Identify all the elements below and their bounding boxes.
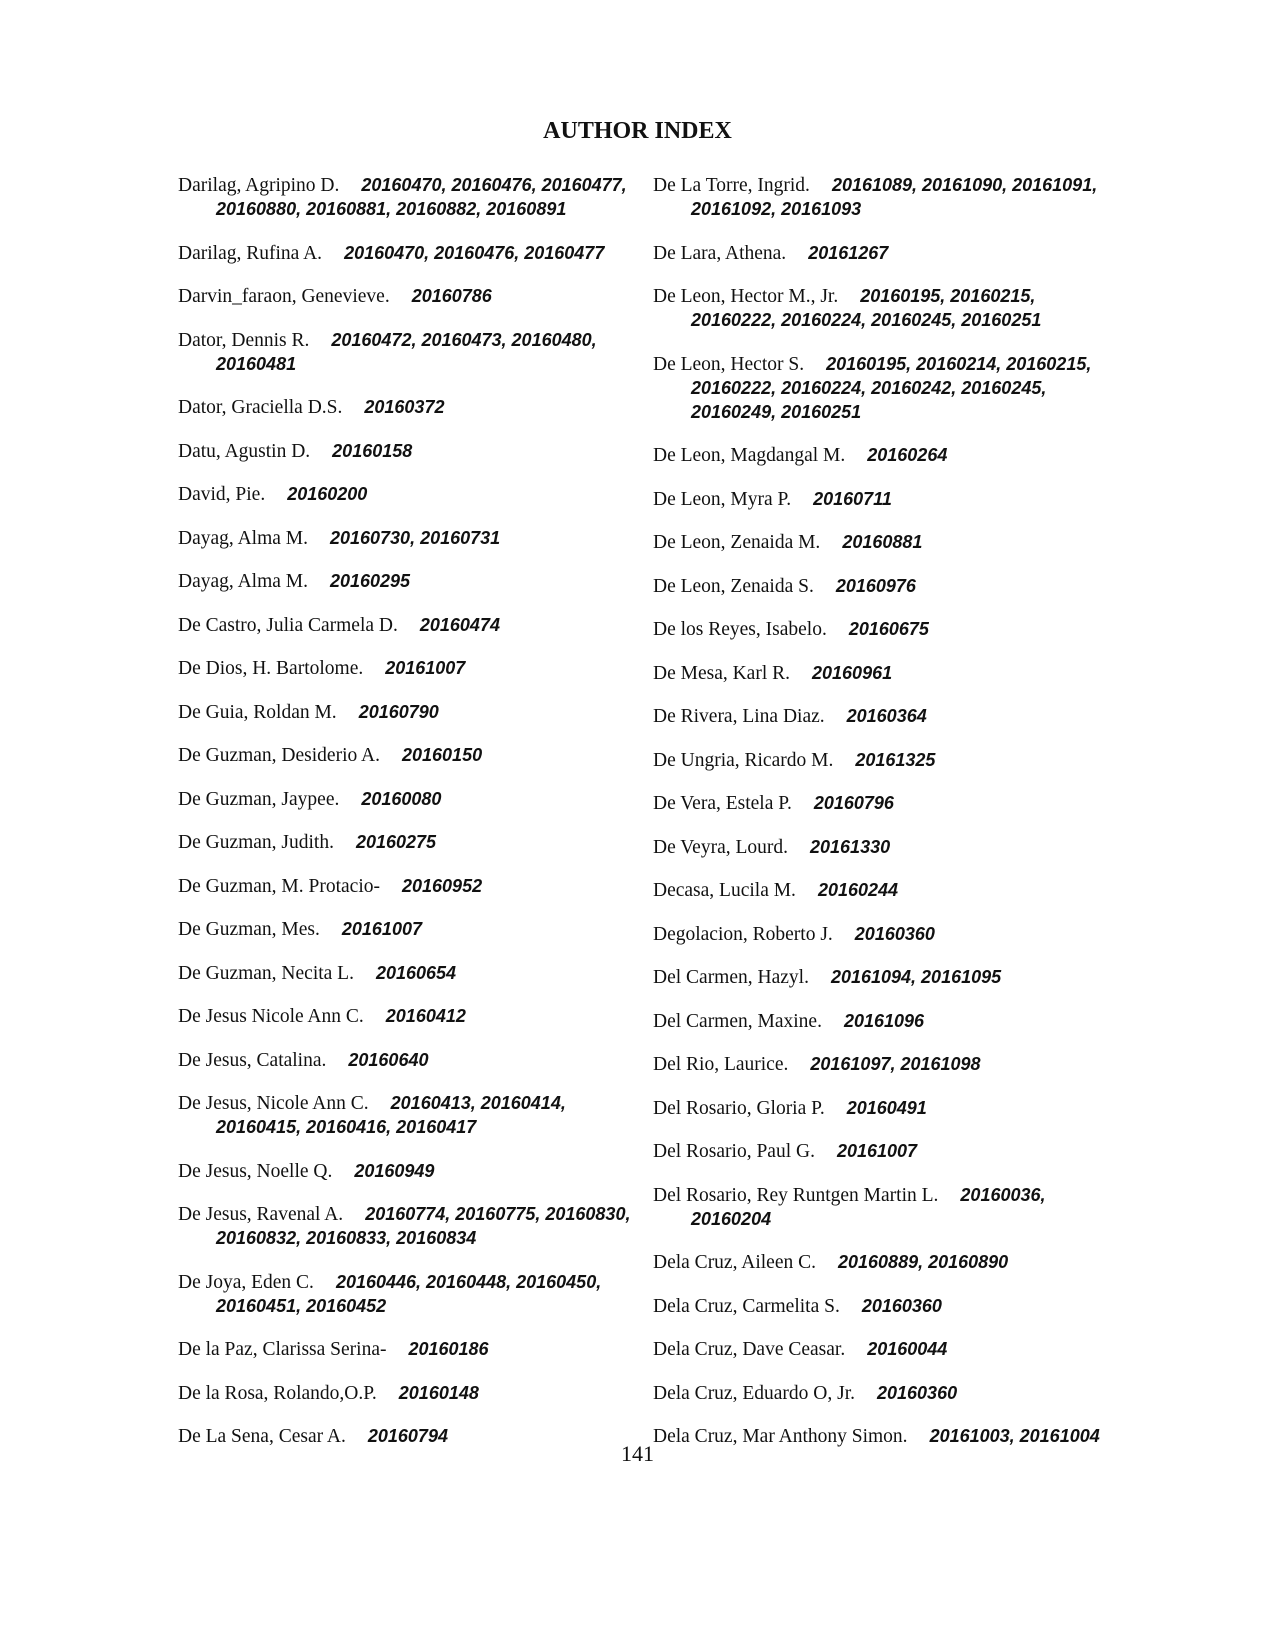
index-entry	[178, 788, 633, 812]
author-name: Del Rio, Laurice.	[653, 1054, 789, 1075]
index-entry	[178, 918, 633, 942]
index-entry	[653, 1053, 1113, 1077]
index-entry	[653, 618, 1113, 642]
entry-references: 20160949	[354, 1160, 435, 1181]
author-name: De Mesa, Karl R.	[653, 662, 791, 684]
author-name: Del Rosario, Rey Runtgen Martin L.	[653, 1184, 939, 1206]
index-entry	[178, 657, 633, 681]
index-entry	[178, 1382, 633, 1406]
entry-references: 20160036, 20160204	[691, 1184, 1046, 1229]
index-entry	[653, 488, 1113, 512]
entry-references: 20160195, 20160215, 20160222, 20160224, 20160245, 20160251	[691, 286, 1042, 330]
author-name: De Jesus, Noelle Q.	[178, 1160, 333, 1182]
entry-references: 20161003, 20161004	[929, 1426, 1100, 1446]
author-name: Del Rosario, Gloria P.	[653, 1097, 825, 1119]
entry-references: 20161007	[836, 1141, 918, 1161]
author-name: De Jesus, Catalina.	[178, 1049, 327, 1071]
entry-references: 20160470, 20160476, 20160477, 20160880, 20160881, 20160882, 20160891	[216, 175, 627, 219]
entry-references: 20160295	[329, 571, 411, 591]
index-entry	[653, 1184, 1113, 1232]
index-entry	[653, 174, 1113, 222]
author-name: De Guia, Roldan M.	[178, 701, 337, 723]
page-title: AUTHOR INDEX	[543, 118, 732, 144]
index-entry	[653, 705, 1113, 729]
author-name: De los Reyes, Isabelo.	[653, 619, 827, 640]
index-entry	[178, 483, 633, 507]
author-name: Decasa, Lucila M.	[653, 880, 796, 901]
author-name: De Jesus, Ravenal A.	[178, 1204, 344, 1225]
author-name: De Dios, H. Bartolome.	[178, 658, 364, 679]
entry-references: 20160730, 20160731	[329, 527, 501, 548]
entry-references: 20160186	[408, 1339, 489, 1359]
index-entry	[178, 701, 633, 725]
author-name: De Guzman, Mes.	[178, 919, 320, 940]
author-name: De Joya, Eden C.	[178, 1271, 314, 1293]
entry-references: 20160275	[355, 832, 437, 852]
author-name: De Guzman, M. Protacio-	[178, 875, 380, 897]
entry-references: 20160675	[848, 619, 929, 639]
index-entry	[653, 444, 1113, 468]
author-name: De La Torre, Ingrid.	[653, 175, 810, 196]
author-name: De Guzman, Necita L.	[178, 962, 354, 984]
index-entry	[653, 792, 1113, 816]
author-name: Dela Cruz, Eduardo O, Jr.	[653, 1382, 855, 1404]
entry-references: 20160195, 20160214, 20160215, 20160222, 20160224, 20160242, 20160245, 20160249, 20160251	[691, 353, 1092, 422]
entry-references: 20160711	[813, 488, 892, 509]
entry-references: 20160360	[861, 1295, 942, 1316]
author-name: De Jesus, Nicole Ann C.	[178, 1093, 369, 1114]
entry-references: 20161330	[810, 836, 891, 857]
author-name: De Guzman, Judith.	[178, 832, 334, 853]
index-entry	[653, 575, 1113, 599]
index-entry	[653, 1140, 1113, 1164]
author-name: De Guzman, Desiderio A.	[178, 745, 380, 766]
entry-references: 20160774, 20160775, 20160830, 20160832, 20160833, 20160834	[216, 1204, 631, 1248]
author-name: De Vera, Estela P.	[653, 793, 792, 814]
index-entry	[653, 353, 1113, 425]
entry-references: 20160150	[402, 745, 483, 765]
author-name: De Leon, Hector M., Jr.	[653, 286, 839, 307]
index-entry	[178, 1160, 633, 1184]
author-name: De Guzman, Jaypee.	[178, 788, 340, 810]
index-entry	[178, 1271, 633, 1319]
author-name: Dayag, Alma M.	[178, 571, 308, 592]
index-entry	[653, 836, 1113, 860]
index-entry	[178, 396, 633, 420]
index-entry	[178, 174, 633, 222]
index-entry	[178, 285, 633, 309]
author-name: De Leon, Magdangal M.	[653, 445, 846, 466]
index-entry	[178, 570, 633, 594]
author-name: Del Carmen, Hazyl.	[653, 967, 809, 988]
entry-references: 20160360	[877, 1382, 958, 1403]
index-column-right	[653, 174, 1113, 1469]
entry-references: 20161325	[855, 749, 936, 770]
entry-references: 20160148	[398, 1382, 479, 1403]
index-entry	[653, 923, 1113, 947]
entry-references: 20160364	[846, 706, 927, 726]
author-name: Del Carmen, Maxine.	[653, 1010, 822, 1032]
entry-references: 20160952	[402, 875, 483, 896]
index-entry	[178, 329, 633, 377]
index-entry	[178, 1092, 633, 1140]
entry-references: 20161094, 20161095	[830, 967, 1002, 987]
index-entry	[653, 749, 1113, 773]
author-name: De Leon, Zenaida S.	[653, 575, 814, 597]
author-name: De Lara, Athena.	[653, 242, 787, 264]
index-entry	[653, 1097, 1113, 1121]
index-entry	[178, 614, 633, 638]
entry-references: 20160264	[867, 445, 948, 465]
entry-references: 20160976	[835, 575, 916, 596]
author-name: Darilag, Agripino D.	[178, 175, 340, 196]
entry-references: 20160640	[348, 1049, 429, 1070]
index-entry	[653, 285, 1113, 333]
author-name: Dela Cruz, Aileen C.	[653, 1252, 816, 1273]
entry-references: 20160961	[812, 662, 893, 683]
entry-references: 20160360	[854, 923, 935, 944]
author-name: Darvin_faraon, Genevieve.	[178, 286, 390, 307]
entry-references: 20160790	[358, 701, 439, 722]
author-name: Dela Cruz, Carmelita S.	[653, 1295, 840, 1317]
author-name: Dela Cruz, Dave Ceasar.	[653, 1339, 846, 1360]
entry-references: 20160044	[867, 1339, 948, 1359]
index-entry	[178, 440, 633, 464]
author-name: De Rivera, Lina Diaz.	[653, 706, 825, 727]
entry-references: 20160412	[385, 1006, 466, 1026]
entry-references: 20160654	[375, 962, 457, 983]
index-entry	[653, 1010, 1113, 1034]
index-entry	[178, 242, 633, 266]
author-name: David, Pie.	[178, 484, 266, 505]
index-entry	[178, 962, 633, 986]
index-entry	[653, 1295, 1113, 1319]
entry-references: 20160881	[842, 532, 923, 552]
author-name: Dela Cruz, Mar Anthony Simon.	[653, 1426, 908, 1447]
author-name: De Ungria, Ricardo M.	[653, 749, 834, 771]
entry-references: 20161089, 20161090, 20161091, 20161092, 20161093	[691, 175, 1098, 219]
index-entry	[653, 966, 1113, 990]
author-name: De Leon, Zenaida M.	[653, 532, 821, 553]
index-entry	[178, 1203, 633, 1251]
entry-references: 20160158	[332, 440, 413, 461]
entry-references: 20160474	[419, 614, 500, 635]
index-entry	[178, 831, 633, 855]
entry-references: 20160786	[411, 286, 492, 306]
entry-references: 20160470, 20160476, 20160477	[344, 242, 605, 263]
entry-references: 20161267	[808, 242, 889, 263]
entry-references: 20161096	[843, 1010, 925, 1031]
entry-references: 20160244	[817, 880, 899, 900]
entry-references: 20161097, 20161098	[810, 1054, 981, 1074]
author-name: Degolacion, Roberto J.	[653, 923, 833, 945]
entry-references: 20160889, 20160890	[838, 1252, 1009, 1272]
index-entry	[653, 879, 1113, 903]
author-name: Del Rosario, Paul G.	[653, 1141, 815, 1162]
entry-references: 20160472, 20160473, 20160480, 20160481	[216, 329, 597, 374]
index-entry	[653, 662, 1113, 686]
author-name: De Veyra, Lourd.	[653, 836, 789, 858]
author-name: Dayag, Alma M.	[178, 527, 308, 549]
author-name: De Leon, Hector S.	[653, 353, 805, 375]
author-name: De Jesus Nicole Ann C.	[178, 1006, 364, 1027]
entry-references: 20160796	[813, 793, 894, 813]
index-entry	[653, 242, 1113, 266]
author-name: De Castro, Julia Carmela D.	[178, 614, 398, 636]
index-entry	[178, 744, 633, 768]
author-name: De Leon, Myra P.	[653, 488, 792, 510]
author-name: Dator, Dennis R.	[178, 329, 310, 351]
entry-references: 20160794	[367, 1426, 448, 1446]
author-name: De la Rosa, Rolando,O.P.	[178, 1382, 377, 1404]
index-entry	[178, 527, 633, 551]
author-name: De la Paz, Clarissa Serina-	[178, 1339, 387, 1360]
index-entry	[653, 1338, 1113, 1362]
index-column-left	[178, 174, 633, 1469]
entry-references: 20161007	[385, 658, 466, 678]
entry-references: 20160446, 20160448, 20160450, 20160451, 20160452	[216, 1271, 602, 1316]
author-name: Datu, Agustin D.	[178, 440, 311, 462]
entry-references: 20160491	[846, 1097, 927, 1118]
author-name: De La Sena, Cesar A.	[178, 1426, 346, 1447]
entry-references: 20160372	[364, 397, 445, 417]
index-entry	[178, 1049, 633, 1073]
index-entry	[653, 1382, 1113, 1406]
author-name: Darilag, Rufina A.	[178, 242, 323, 264]
page-number: 141	[621, 1441, 654, 1466]
index-entry	[178, 875, 633, 899]
entry-references: 20160200	[287, 484, 368, 504]
index-entry	[653, 1251, 1113, 1275]
author-name: Dator, Graciella D.S.	[178, 397, 343, 418]
index-entry	[178, 1005, 633, 1029]
index-entry	[178, 1338, 633, 1362]
entry-references: 20161007	[341, 919, 422, 939]
index-entry	[653, 531, 1113, 555]
entry-references: 20160413, 20160414, 20160415, 20160416, 20160417	[216, 1093, 566, 1137]
entry-references: 20160080	[361, 788, 442, 809]
